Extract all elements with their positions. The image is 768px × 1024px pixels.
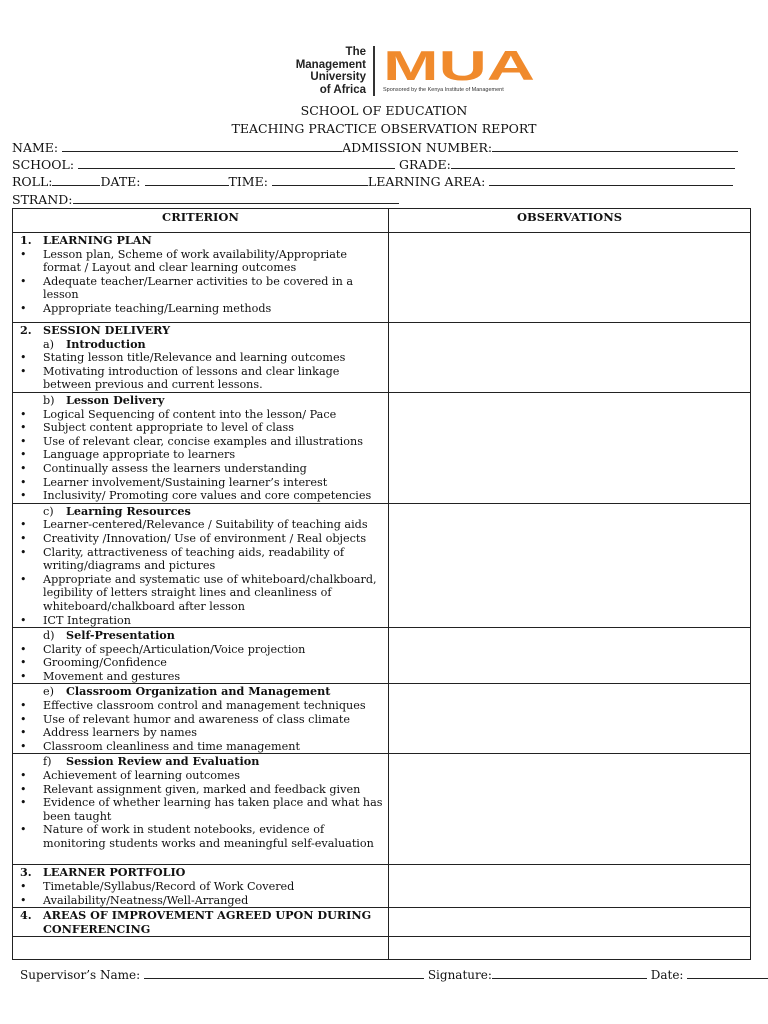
section-title-text: SESSION DELIVERY [43,323,171,337]
subsection-title [20,629,384,643]
criterion-cell [13,754,389,865]
criteria-list [20,643,384,684]
criteria-list [20,769,384,851]
name-label: NAME: [12,140,59,155]
field-row-strand [12,191,399,207]
signature-footer [20,966,768,982]
list-item: • Learner-centered/Relevance / Suitability of teaching aids [20,518,384,532]
list-item: • Address learners by names [20,726,384,740]
section-number: 3. [20,865,32,880]
subsection-title [20,755,384,769]
list-item: • Grooming/Confidence [20,656,384,670]
roll-field[interactable] [52,173,100,186]
section-title-text: LEARNING PLAN [43,233,152,247]
field-row-roll [12,173,733,189]
criterion-cell [13,393,389,504]
criteria-list [20,880,384,907]
subsection-letter: b) [43,394,55,407]
logo-line: of Africa [319,83,366,96]
observation-cell[interactable] [389,628,751,684]
date-field[interactable] [145,173,229,186]
criteria-list [20,248,384,316]
criteria-list [20,518,384,627]
logo-line: The [345,46,366,58]
mua-logo-mark [383,48,538,84]
section-number: 2. [20,323,32,337]
supervisor-name-field[interactable] [144,966,424,979]
list-item: • Subject content appropriate to level of class [20,421,384,435]
list-item: • Relevant assignment given, marked and feedback given [20,783,384,797]
list-item: • Clarity of speech/Articulation/Voice projection [20,643,384,657]
section-title [20,866,384,880]
admission-field[interactable] [492,139,738,152]
list-item: • Appropriate teaching/Learning methods [20,302,384,316]
table-header-row [13,209,751,233]
blank-criterion-cell[interactable] [13,937,389,960]
table-row-learner-portfolio [13,865,751,908]
school-heading: SCHOOL OF EDUCATION [300,103,468,118]
time-field[interactable] [272,173,368,186]
list-item: • Stating lesson title/Relevance and learning outcomes [20,351,384,365]
section-title-text: AREAS OF IMPROVEMENT AGREED UPON DURING CONFERENCING [43,908,372,936]
list-item: • Timetable/Syllabus/Record of Work Covered [20,880,384,894]
observation-cell[interactable] [389,233,751,323]
roll-label: ROLL: [12,174,53,189]
list-item: • Availability/Neatness/Well-Arranged [20,894,384,908]
section-title [20,909,384,936]
list-item: • Motivating introduction of lessons and clear linkage between previous and current lessons. [20,365,384,392]
table-row-classroom [13,684,751,754]
list-item: • Adequate teacher/Learner activities to be covered in a lesson [20,275,384,302]
observation-cell[interactable] [389,323,751,393]
date-label: DATE: [100,174,141,189]
table-row-improvement [13,908,751,937]
list-item: • Evidence of whether learning has taken place and what has been taught [20,796,384,823]
school-field[interactable] [78,156,395,169]
section-number: 4. [20,908,32,923]
subsection-title-text: Lesson Delivery [66,393,165,407]
observation-cell[interactable] [389,503,751,627]
list-item: • Inclusivity/ Promoting core values and core competencies [20,489,384,503]
report-title: TEACHING PRACTICE OBSERVATION REPORT [231,121,537,136]
observation-cell[interactable] [389,908,751,937]
table-row-learning-plan [13,233,751,323]
subsection-letter: d) [43,629,55,643]
logo-org-name [278,46,366,96]
subsection-letter: e) [43,685,54,699]
list-item: • Achievement of learning outcomes [20,769,384,783]
table-row-introduction [13,323,751,393]
logo-divider [373,46,375,96]
criterion-cell [13,323,389,393]
subsection-title-text: Classroom Organization and Management [66,684,331,699]
observation-cell[interactable] [389,865,751,908]
logo-line: Management [295,58,366,71]
criterion-cell [13,628,389,684]
observation-table [12,208,751,960]
subsection-title [20,338,384,352]
criterion-cell [13,233,389,323]
subsection-letter: f) [43,755,52,769]
section-number: 1. [20,233,32,247]
admission-label: ADMISSION NUMBER: [342,140,493,155]
list-item: • Appropriate and systematic use of whiteboard/chalkboard, legibility of letters straight lines and cleanliness of whiteboard/chalkboard after lesson [20,573,384,614]
criterion-header: CRITERION [13,209,389,233]
criteria-list [20,408,384,503]
list-item: • Creativity /Innovation/ Use of environment / Real objects [20,532,384,546]
list-item: • ICT Integration [20,614,384,628]
criteria-list [20,351,384,392]
section-title-text: LEARNER PORTFOLIO [43,865,186,880]
list-item: • Continually assess the learners understanding [20,462,384,476]
subsection-letter: a) [43,337,55,351]
list-item: • Effective classroom control and management techniques [20,699,384,713]
subsection-title-text: Self-Presentation [66,628,175,643]
list-item: • Nature of work in student notebooks, evidence of monitoring students works and meaningful self-evaluation [20,823,384,850]
logo-mark-text: MUA [383,48,535,84]
list-item: • Use of relevant humor and awareness of class climate [20,713,384,727]
list-item: • Clarity, attractiveness of teaching aids, readability of writing/diagrams and pictures [20,546,384,573]
list-item: • Logical Sequencing of content into the lesson/ Pace [20,408,384,422]
table-row-lesson-delivery [13,393,751,504]
strand-label: STRAND: [12,192,73,207]
subsection-title-text: Learning Resources [66,503,191,518]
table-row-review [13,754,751,865]
list-item: • Lesson plan, Scheme of work availability/Appropriate format / Layout and clear learning outcomes [20,248,384,275]
criterion-cell [13,503,389,627]
school-label: SCHOOL: [12,157,75,172]
name-field[interactable] [62,139,342,152]
table-row-blank [13,937,751,960]
observation-cell[interactable] [389,684,751,754]
criterion-cell [13,865,389,908]
criterion-cell [13,684,389,754]
strand-field[interactable] [73,191,399,204]
criterion-cell [13,908,389,937]
list-item: • Language appropriate to learners [20,448,384,462]
subsection-title [20,394,384,408]
table-row-learning-resources [13,503,751,627]
subsection-letter: c) [43,504,54,518]
logo-line: University [310,71,366,83]
grade-field[interactable] [451,156,735,169]
observations-header: OBSERVATIONS [389,209,751,233]
blank-observation-cell[interactable] [389,937,751,960]
field-row-school [12,156,735,172]
list-item: • Use of relevant clear, concise examples and illustrations [20,435,384,449]
list-item: • Movement and gestures [20,670,384,684]
section-title [20,234,384,248]
observation-cell[interactable] [389,393,751,504]
supervisor-label: Supervisor’s Name: [20,968,141,982]
criteria-list [20,699,384,753]
signature-field[interactable] [492,966,647,979]
university-logo [278,46,548,98]
signature-label: Signature: [427,968,492,982]
subsection-title-text: Session Review and Evaluation [66,754,260,769]
grade-label: GRADE: [399,157,451,172]
subsection-title-text: Introduction [66,336,146,351]
learning-area-label: LEARNING AREA: [367,174,486,189]
subsection-title [20,505,384,519]
field-row-name [12,139,738,155]
time-label: TIME: [228,174,268,189]
subsection-title [20,685,384,699]
table-row-self-presentation [13,628,751,684]
section-title [20,324,384,338]
observation-cell[interactable] [389,754,751,865]
date-footer-field[interactable] [687,966,768,979]
list-item: • Learner involvement/Sustaining learner’s interest [20,476,384,490]
logo-tagline: Sponsored by the Kenya Institute of Management [383,87,504,93]
list-item: • Classroom cleanliness and time management [20,740,384,754]
learning-area-field[interactable] [489,173,733,186]
date-footer-label: Date: [650,968,684,982]
